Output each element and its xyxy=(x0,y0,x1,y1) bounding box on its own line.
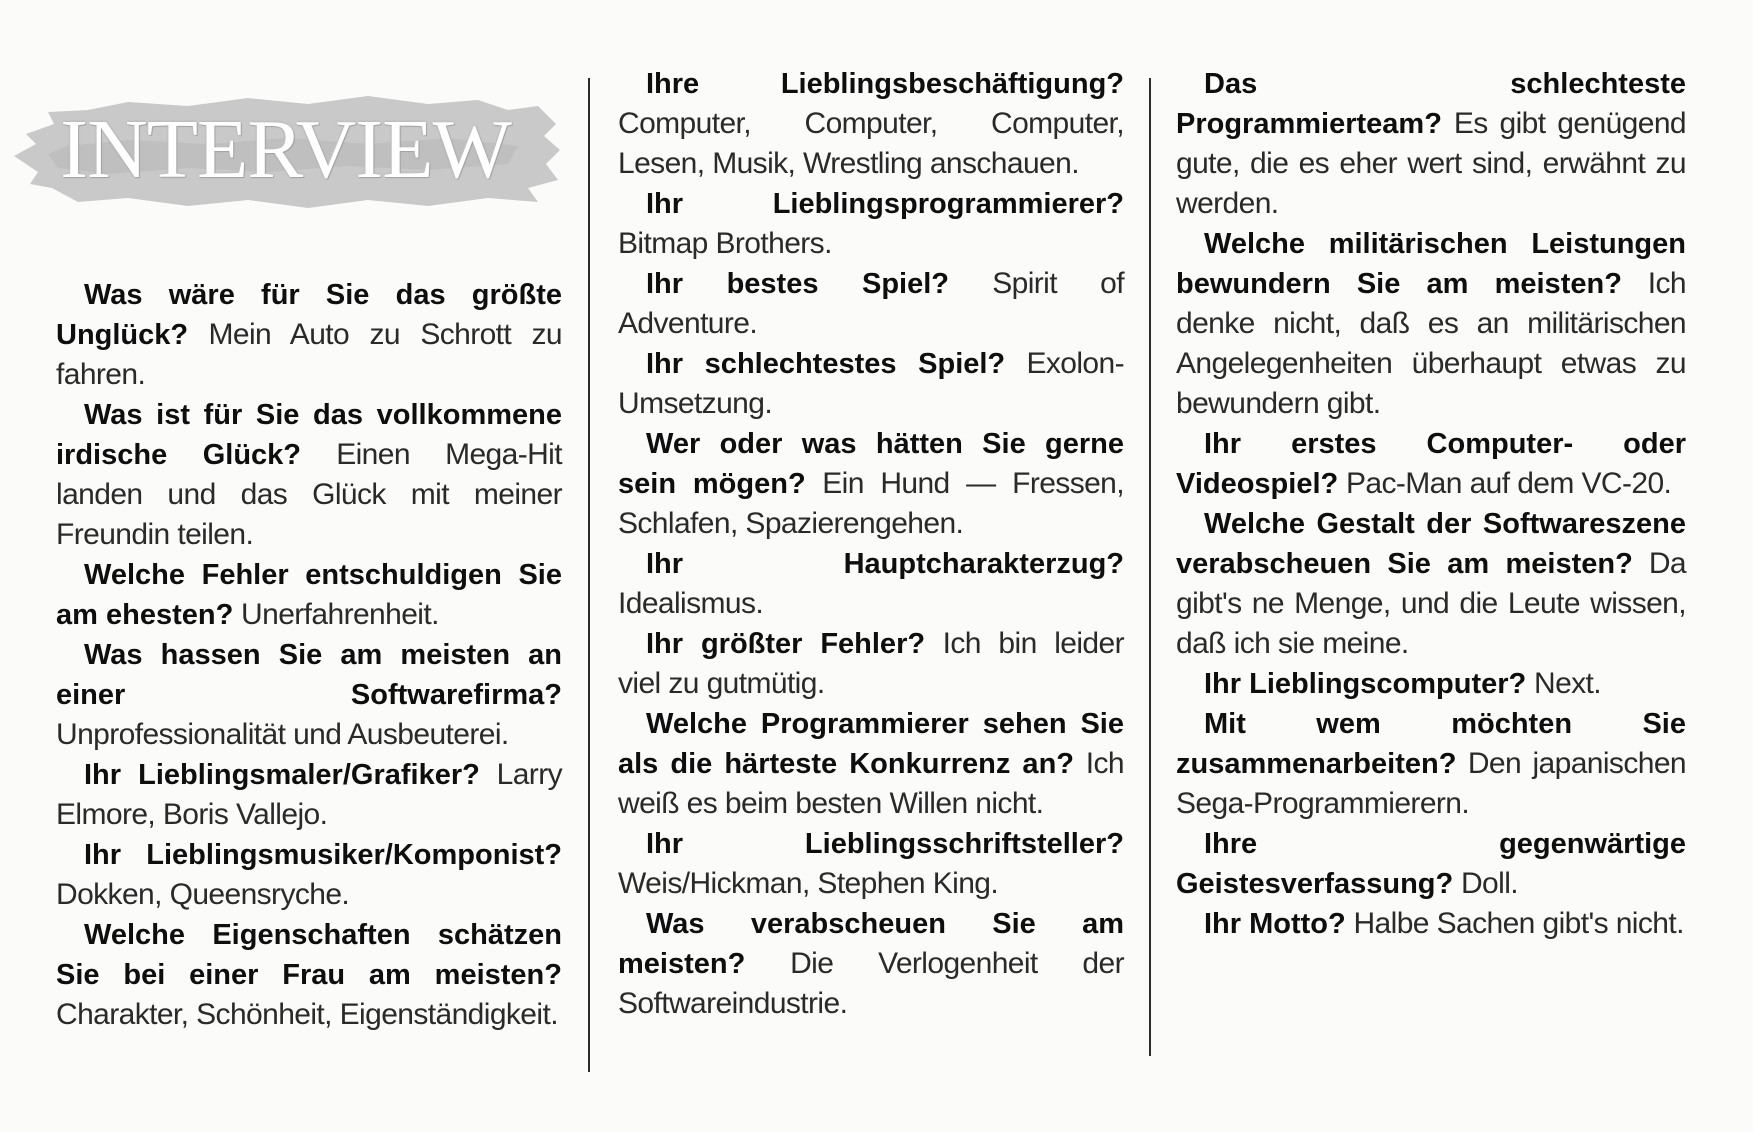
banner-title: INTERVIEW xyxy=(60,103,511,196)
question: Ihre gegenwärtige Geistesverfassung? xyxy=(1176,828,1686,900)
qa-item xyxy=(618,544,1124,624)
qa-item xyxy=(1176,504,1686,664)
qa-item xyxy=(1176,704,1686,824)
question: Ihr Lieblingsmaler/Grafiker? xyxy=(84,759,480,791)
question: Das schlechteste Programmierteam? xyxy=(1176,68,1686,140)
answer: Einen Mega-Hit landen und das Glück mit meiner Freundin teilen. xyxy=(56,438,562,551)
answer: Larry Elmore, Boris Vallejo. xyxy=(56,758,562,831)
qa-item xyxy=(618,824,1124,904)
column-3 xyxy=(1176,64,1686,944)
qa-item xyxy=(1176,904,1686,944)
question: Ihr größter Fehler? xyxy=(646,628,926,660)
column-2 xyxy=(618,64,1124,1024)
answer: Idealismus. xyxy=(618,587,764,620)
question: Ihr Lieblingsmusiker/Komponist? xyxy=(84,839,562,871)
qa-item xyxy=(618,184,1124,264)
answer: Die Verlogenheit der Softwareindustrie. xyxy=(618,947,1124,1020)
qa-item xyxy=(1176,664,1686,704)
question: Welche Programmierer sehen Sie als die härteste Konkurrenz an? xyxy=(618,708,1124,780)
answer: Ich bin leider viel zu gutmütig. xyxy=(618,627,1124,700)
answer: Bitmap Brothers. xyxy=(618,227,832,260)
question: Welche militärischen Leistungen bewundern Sie am meisten? xyxy=(1176,228,1686,300)
answer: Exolon-Umsetzung. xyxy=(618,347,1124,420)
qa-item xyxy=(618,264,1124,344)
qa-item xyxy=(618,424,1124,544)
answer: Mein Auto zu Schrott zu fahren. xyxy=(56,318,562,391)
question: Was hassen Sie am meisten an einer Softwarefirma? xyxy=(56,639,562,711)
answer: Doll. xyxy=(1460,867,1518,900)
qa-item xyxy=(56,835,562,915)
answer: Pac-Man auf dem VC-20. xyxy=(1345,467,1672,500)
answer: Dokken, Queensryche. xyxy=(56,878,350,911)
qa-item xyxy=(56,275,562,395)
question: Ihr Motto? xyxy=(1204,908,1346,940)
answer: Es gibt genügend gute, die es eher wert sind, erwähnt zu werden. xyxy=(1176,107,1686,220)
answer: Da gibt's ne Menge, und die Leute wissen, daß ich sie meine. xyxy=(1176,547,1686,660)
answer: Ein Hund — Fressen, Schlafen, Spazierengehen. xyxy=(618,467,1125,540)
question: Welche Gestalt der Softwareszene verabscheuen Sie am meisten? xyxy=(1176,508,1686,580)
question: Ihre Lieblingsbeschäftigung? xyxy=(646,68,1124,100)
qa-item xyxy=(56,555,562,635)
question: Was wäre für Sie das größte Unglück? xyxy=(56,279,562,351)
qa-item xyxy=(1176,64,1686,224)
column-1 xyxy=(56,275,562,1035)
answer: Next. xyxy=(1534,667,1602,700)
question: Welche Eigenschaften schätzen Sie bei einer Frau am meisten? xyxy=(56,919,562,991)
question: Welche Fehler entschuldigen Sie am ehesten? xyxy=(56,559,562,631)
question: Ihr erstes Computer- oder Videospiel? xyxy=(1176,428,1686,500)
answer: Ich denke nicht, daß es an militärischen Angelegenheiten überhaupt etwas zu bewundern gibt. xyxy=(1176,267,1686,420)
qa-item xyxy=(618,904,1124,1024)
answer: Spirit of Adventure. xyxy=(618,267,1124,340)
qa-item xyxy=(1176,824,1686,904)
qa-item xyxy=(56,915,562,1035)
qa-item xyxy=(618,704,1124,824)
question: Wer oder was hätten Sie gerne sein mögen? xyxy=(618,428,1124,500)
answer: Weis/Hickman, Stephen King. xyxy=(618,867,999,900)
column-divider xyxy=(588,78,590,1072)
qa-item xyxy=(618,64,1124,184)
interview-banner xyxy=(8,84,563,214)
qa-item xyxy=(618,344,1124,424)
question: Ihr bestes Spiel? xyxy=(646,268,950,300)
answer: Den japanischen Sega-Programmierern. xyxy=(1176,747,1686,820)
question: Ihr Lieblingsprogrammierer? xyxy=(646,188,1124,220)
answer: Unprofessionalität und Ausbeuterei. xyxy=(56,718,509,751)
answer: Unerfahrenheit. xyxy=(241,598,439,631)
qa-item xyxy=(1176,224,1686,424)
column-divider xyxy=(1149,78,1151,1056)
question: Mit wem möchten Sie zusammenarbeiten? xyxy=(1176,708,1686,780)
question: Ihr Hauptcharakterzug? xyxy=(646,548,1124,580)
question: Ihr Lieblingsschriftsteller? xyxy=(646,828,1124,860)
qa-item xyxy=(56,755,562,835)
answer: Charakter, Schönheit, Eigenständigkeit. xyxy=(56,998,558,1031)
qa-item xyxy=(56,395,562,555)
question: Ihr Lieblingscomputer? xyxy=(1204,668,1527,700)
question: Was ist für Sie das vollkommene irdische Glück? xyxy=(56,399,562,471)
question: Ihr schlechtestes Spiel? xyxy=(646,348,1006,380)
qa-item xyxy=(1176,424,1686,504)
qa-item xyxy=(56,635,562,755)
answer: Computer, Computer, Computer, Lesen, Musik, Wrestling anschauen. xyxy=(618,107,1124,180)
question: Was verabscheuen Sie am meisten? xyxy=(618,908,1124,980)
qa-item xyxy=(618,624,1124,704)
answer: Halbe Sachen gibt's nicht. xyxy=(1353,907,1684,940)
answer: Ich weiß es beim besten Willen nicht. xyxy=(618,747,1124,820)
